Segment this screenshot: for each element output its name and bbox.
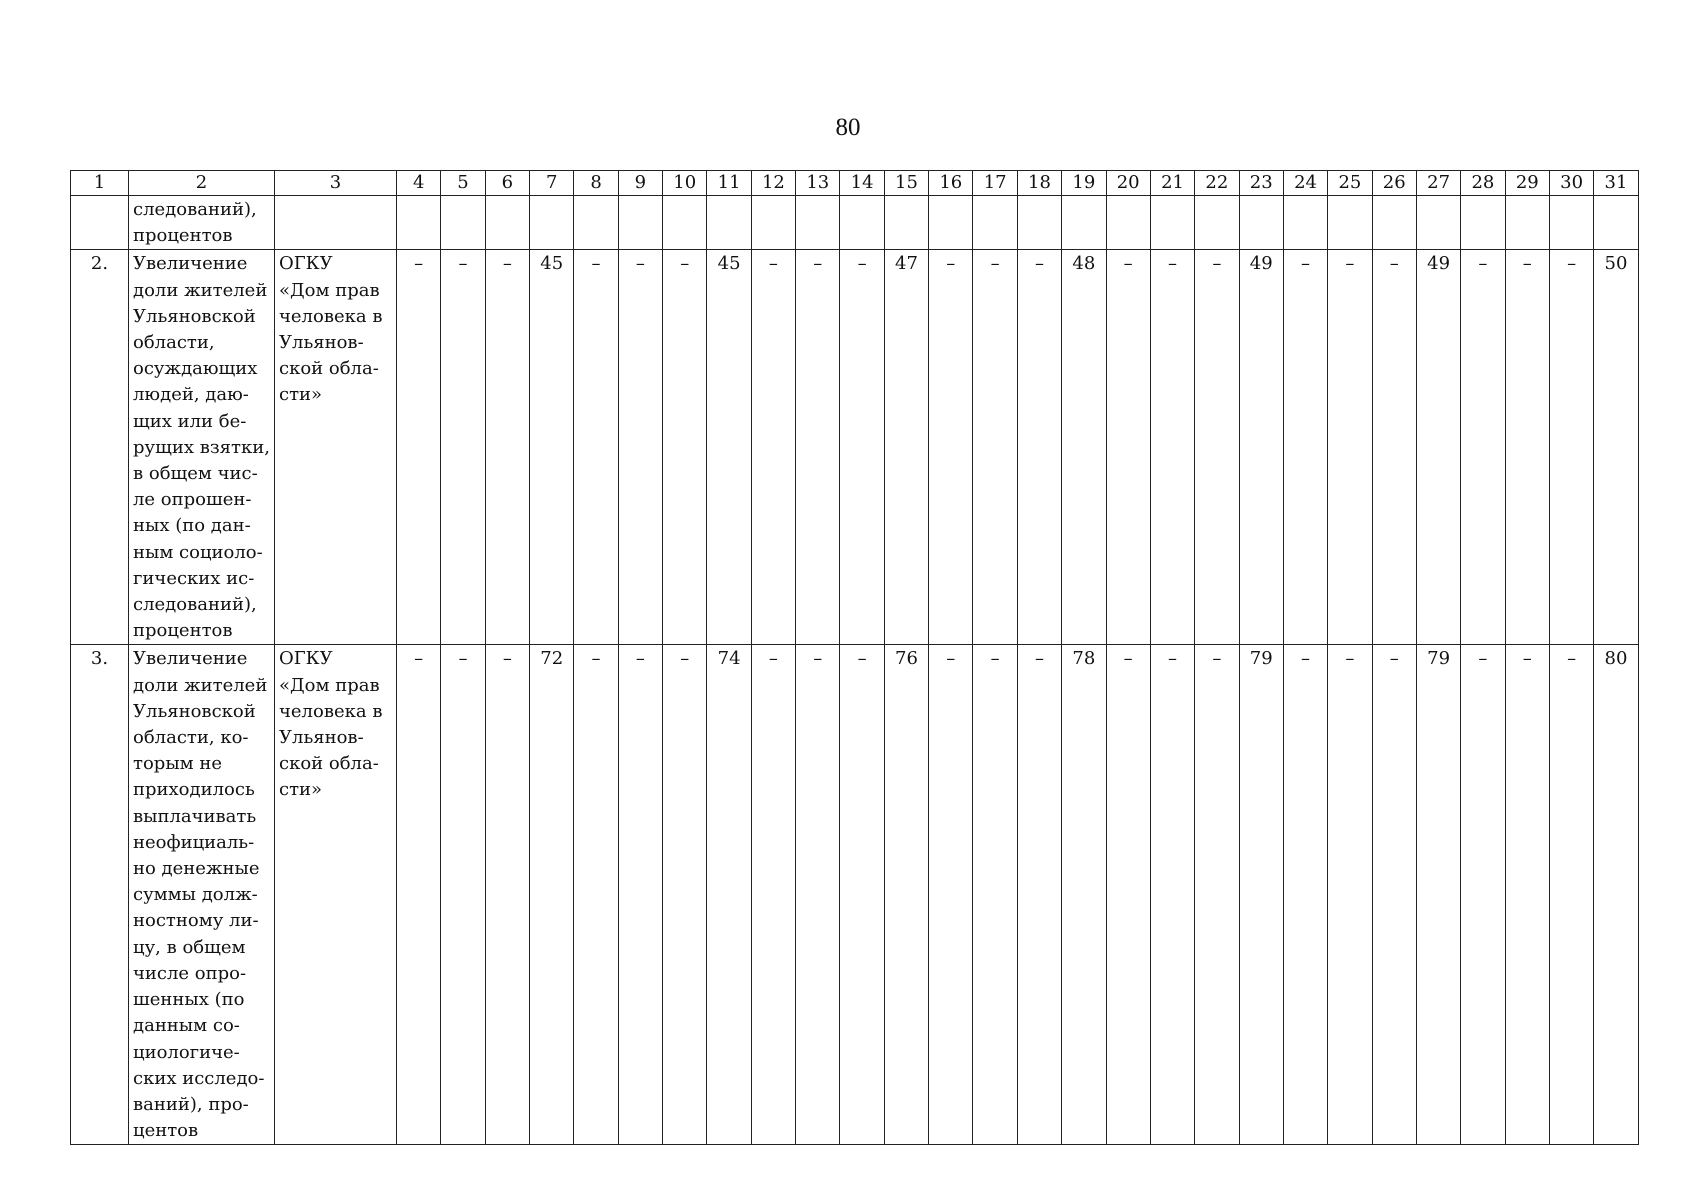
- column-header: 2: [129, 171, 275, 196]
- column-header: 3: [275, 171, 397, 196]
- column-header: 18: [1017, 171, 1061, 196]
- value-cell: [1106, 196, 1150, 250]
- column-header: 17: [973, 171, 1017, 196]
- value-cell: –: [1505, 250, 1549, 645]
- responsible-organization: [275, 196, 397, 250]
- value-cell: –: [1372, 250, 1416, 645]
- value-cell: [1594, 196, 1638, 250]
- responsible-organization: [275, 250, 397, 645]
- value-cell: –: [1017, 645, 1061, 1145]
- description-line: неофициаль-: [133, 831, 255, 853]
- value-cell: [1195, 196, 1239, 250]
- value-cell: –: [929, 645, 973, 1145]
- value-cell: –: [441, 645, 485, 1145]
- value-cell: 50: [1594, 250, 1638, 645]
- value-cell: 80: [1594, 645, 1638, 1145]
- column-header: 5: [441, 171, 485, 196]
- column-header: 7: [530, 171, 574, 196]
- row-number: 2.: [71, 250, 129, 645]
- value-cell: –: [485, 250, 529, 645]
- column-header: 8: [574, 171, 618, 196]
- column-header: 6: [485, 171, 529, 196]
- page-number: 80: [835, 114, 861, 141]
- value-cell: –: [1549, 250, 1593, 645]
- value-cell: –: [1017, 250, 1061, 645]
- column-header: 16: [929, 171, 973, 196]
- value-cell: –: [1328, 250, 1372, 645]
- value-cell: [530, 196, 574, 250]
- value-cell: –: [618, 250, 662, 645]
- description-line: Ульяновской: [133, 700, 256, 722]
- column-header: 26: [1372, 171, 1416, 196]
- description-line: процентов: [133, 620, 233, 642]
- responsible-line: ОГКУ: [279, 648, 333, 670]
- value-cell: –: [840, 250, 884, 645]
- value-cell: [1416, 196, 1460, 250]
- description-line: в общем чис-: [133, 463, 258, 485]
- indicator-description: [129, 250, 275, 645]
- value-cell: –: [1150, 645, 1194, 1145]
- indicator-table: [70, 170, 1639, 1145]
- value-cell: 79: [1416, 645, 1460, 1145]
- indicator-description: [129, 645, 275, 1145]
- column-header: 13: [796, 171, 840, 196]
- column-header: 31: [1594, 171, 1638, 196]
- description-line: людей, даю-: [133, 384, 249, 406]
- value-cell: [1461, 196, 1505, 250]
- value-cell: [796, 196, 840, 250]
- column-header: 29: [1505, 171, 1549, 196]
- value-cell: [840, 196, 884, 250]
- value-cell: –: [796, 250, 840, 645]
- responsible-line: ской обла-: [279, 753, 379, 775]
- description-line: цу, в общем: [133, 936, 246, 958]
- column-header: 20: [1106, 171, 1150, 196]
- value-cell: 74: [707, 645, 751, 1145]
- description-line: торым не: [133, 753, 223, 775]
- value-cell: –: [1283, 250, 1327, 645]
- value-cell: [1283, 196, 1327, 250]
- value-cell: –: [663, 250, 707, 645]
- description-line: ских исследо-: [133, 1067, 265, 1089]
- description-line: шенных (по: [133, 989, 245, 1011]
- value-cell: [485, 196, 529, 250]
- value-cell: [618, 196, 662, 250]
- value-cell: –: [574, 645, 618, 1145]
- column-header: 9: [618, 171, 662, 196]
- responsible-line: ской обла-: [279, 358, 379, 380]
- column-header: 23: [1239, 171, 1283, 196]
- value-cell: [1062, 196, 1106, 250]
- description-line: процентов: [133, 225, 233, 247]
- description-line: числе опро-: [133, 962, 247, 984]
- value-cell: [663, 196, 707, 250]
- value-cell: –: [574, 250, 618, 645]
- description-line: щих или бе-: [133, 410, 247, 432]
- description-line: доли жителей: [133, 674, 268, 696]
- value-cell: 76: [884, 645, 928, 1145]
- indicator-description: [129, 196, 275, 250]
- description-line: следований),: [133, 594, 257, 616]
- value-cell: –: [840, 645, 884, 1145]
- value-cell: [1239, 196, 1283, 250]
- value-cell: –: [751, 645, 795, 1145]
- value-cell: [1017, 196, 1061, 250]
- value-cell: –: [618, 645, 662, 1145]
- column-header: 24: [1283, 171, 1327, 196]
- description-line: области,: [133, 332, 215, 354]
- value-cell: [574, 196, 618, 250]
- value-cell: –: [1106, 250, 1150, 645]
- value-cell: –: [1328, 645, 1372, 1145]
- description-line: приходилось: [133, 779, 255, 801]
- value-cell: –: [1549, 645, 1593, 1145]
- column-header: 21: [1150, 171, 1194, 196]
- value-cell: [1328, 196, 1372, 250]
- value-cell: –: [663, 645, 707, 1145]
- value-cell: –: [1106, 645, 1150, 1145]
- value-cell: [884, 196, 928, 250]
- description-line: гических ис-: [133, 567, 255, 589]
- value-cell: –: [1461, 645, 1505, 1145]
- value-cell: [1150, 196, 1194, 250]
- column-header: 19: [1062, 171, 1106, 196]
- value-cell: [1372, 196, 1416, 250]
- responsible-line: «Дом прав: [279, 674, 380, 696]
- value-cell: [397, 196, 441, 250]
- value-cell: [441, 196, 485, 250]
- responsible-line: человека в: [279, 305, 383, 327]
- value-cell: –: [1461, 250, 1505, 645]
- description-line: рущих взятки,: [133, 436, 270, 458]
- value-cell: –: [1195, 250, 1239, 645]
- value-cell: –: [751, 250, 795, 645]
- responsible-line: Ульянов-: [279, 332, 364, 354]
- value-cell: –: [1283, 645, 1327, 1145]
- value-cell: –: [1372, 645, 1416, 1145]
- value-cell: –: [1150, 250, 1194, 645]
- value-cell: 49: [1416, 250, 1460, 645]
- column-header: 12: [751, 171, 795, 196]
- description-line: ваний), про-: [133, 1093, 249, 1115]
- column-header: 15: [884, 171, 928, 196]
- value-cell: –: [1505, 645, 1549, 1145]
- value-cell: –: [973, 250, 1017, 645]
- column-header: 1: [71, 171, 129, 196]
- column-header: 25: [1328, 171, 1372, 196]
- value-cell: [1549, 196, 1593, 250]
- value-cell: 48: [1062, 250, 1106, 645]
- value-cell: –: [973, 645, 1017, 1145]
- value-cell: 79: [1239, 645, 1283, 1145]
- table-row: [71, 196, 1639, 250]
- description-line: осуждающих: [133, 358, 258, 380]
- column-header: 30: [1549, 171, 1593, 196]
- description-line: ностному ли-: [133, 910, 259, 932]
- value-cell: 49: [1239, 250, 1283, 645]
- value-cell: 45: [530, 250, 574, 645]
- description-line: области, ко-: [133, 727, 249, 749]
- value-cell: 78: [1062, 645, 1106, 1145]
- value-cell: –: [1195, 645, 1239, 1145]
- value-cell: [707, 196, 751, 250]
- value-cell: –: [441, 250, 485, 645]
- value-cell: 72: [530, 645, 574, 1145]
- description-line: циологиче-: [133, 1041, 240, 1063]
- value-cell: –: [397, 645, 441, 1145]
- description-line: Увеличение: [133, 648, 248, 670]
- column-header: 4: [397, 171, 441, 196]
- value-cell: [751, 196, 795, 250]
- header-row: [71, 171, 1639, 196]
- column-header: 10: [663, 171, 707, 196]
- value-cell: –: [485, 645, 529, 1145]
- description-line: ле опрошен-: [133, 489, 252, 511]
- column-header: 11: [707, 171, 751, 196]
- responsible-line: сти»: [279, 384, 323, 406]
- value-cell: 47: [884, 250, 928, 645]
- description-line: выплачивать: [133, 805, 257, 827]
- responsible-line: сти»: [279, 779, 323, 801]
- column-header: 14: [840, 171, 884, 196]
- description-line: Ульяновской: [133, 305, 256, 327]
- description-line: но денежные: [133, 858, 260, 880]
- responsible-organization: [275, 645, 397, 1145]
- description-line: ным социоло-: [133, 541, 263, 563]
- description-line: центов: [133, 1120, 199, 1142]
- responsible-line: «Дом прав: [279, 279, 380, 301]
- description-line: следований),: [133, 199, 257, 220]
- table-row: [71, 645, 1639, 1145]
- description-line: ных (по дан-: [133, 515, 251, 537]
- responsible-line: человека в: [279, 700, 383, 722]
- column-header: 27: [1416, 171, 1460, 196]
- row-number: 3.: [71, 645, 129, 1145]
- description-line: доли жителей: [133, 279, 268, 301]
- value-cell: [1505, 196, 1549, 250]
- value-cell: [929, 196, 973, 250]
- description-line: суммы долж-: [133, 884, 258, 906]
- row-number: [71, 196, 129, 250]
- responsible-line: ОГКУ: [279, 253, 333, 275]
- value-cell: –: [796, 645, 840, 1145]
- description-line: данным со-: [133, 1015, 240, 1037]
- column-header: 22: [1195, 171, 1239, 196]
- value-cell: [973, 196, 1017, 250]
- value-cell: 45: [707, 250, 751, 645]
- column-header: 28: [1461, 171, 1505, 196]
- value-cell: –: [929, 250, 973, 645]
- description-line: Увеличение: [133, 253, 248, 275]
- responsible-line: Ульянов-: [279, 727, 364, 749]
- value-cell: –: [397, 250, 441, 645]
- table-row: [71, 250, 1639, 645]
